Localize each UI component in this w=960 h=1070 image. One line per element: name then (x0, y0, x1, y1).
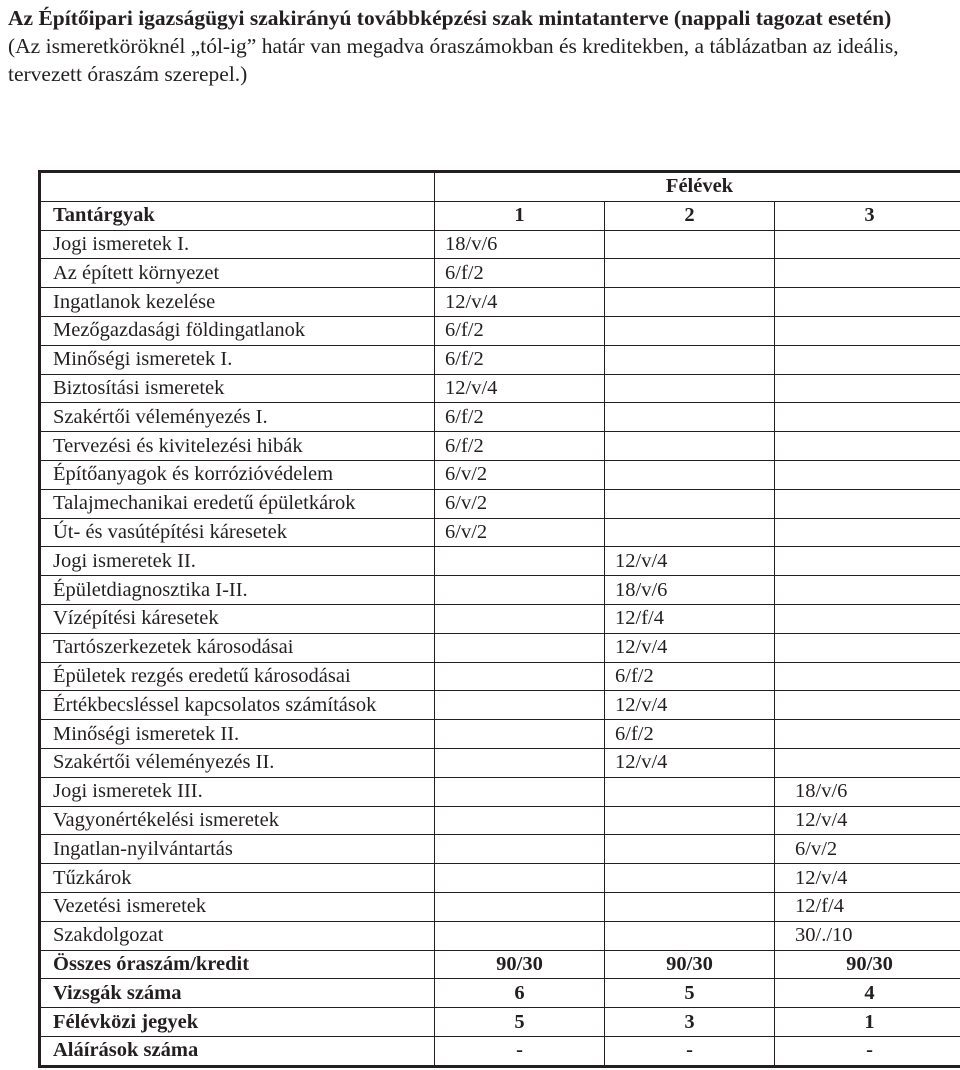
summary-label: Vizsgák száma (40, 979, 435, 1008)
semester-1-value (435, 633, 605, 662)
semester-3-value: 12/v/4 (775, 864, 960, 893)
semester-2-value (605, 489, 775, 518)
semesters-label: Félévek (435, 172, 960, 202)
semester-1-value: 6/v/2 (435, 489, 605, 518)
summary-label: Félévközi jegyek (40, 1008, 435, 1037)
semester-1-value (435, 806, 605, 835)
summary-semester-1: 5 (435, 1008, 605, 1037)
semester-2-value (605, 230, 775, 259)
semester-2-value (605, 259, 775, 288)
semester-number-3: 3 (775, 201, 960, 230)
subject-name: Mezőgazdasági földingatlanok (40, 316, 435, 345)
semester-2-value (605, 835, 775, 864)
summary-semester-3: 1 (775, 1008, 960, 1037)
table-row (40, 864, 960, 893)
table-row (40, 806, 960, 835)
semester-1-value (435, 921, 605, 950)
subject-name: Biztosítási ismeretek (40, 374, 435, 403)
table-row (40, 604, 960, 633)
semester-3-value (775, 748, 960, 777)
document-title: Az Építőipari igazságügyi szakirányú továbbképzési szak mintatanterve (nappali tagozat esetén) (8, 6, 892, 30)
summary-semester-2: 5 (605, 979, 775, 1008)
table-row (40, 489, 960, 518)
semester-2-value (605, 345, 775, 374)
semester-2-value (605, 316, 775, 345)
header-empty-cell (40, 172, 435, 202)
subject-name: Szakértői véleményezés I. (40, 403, 435, 432)
semester-3-value (775, 576, 960, 605)
semester-3-value (775, 230, 960, 259)
table-row (40, 921, 960, 950)
subject-name: Jogi ismeretek III. (40, 777, 435, 806)
table-row (40, 345, 960, 374)
semester-3-value (775, 460, 960, 489)
semester-number-1: 1 (435, 201, 605, 230)
semester-2-value: 18/v/6 (605, 576, 775, 605)
subject-name: Szakértői véleményezés II. (40, 748, 435, 777)
semester-3-value: 18/v/6 (775, 777, 960, 806)
semester-number-2: 2 (605, 201, 775, 230)
summary-semester-1: 6 (435, 979, 605, 1008)
semester-3-value (775, 547, 960, 576)
subject-name: Út- és vasútépítési káresetek (40, 518, 435, 547)
semester-3-value (775, 259, 960, 288)
table-row (40, 662, 960, 691)
summary-semester-2: - (605, 1036, 775, 1066)
semester-1-value: 6/f/2 (435, 403, 605, 432)
table-row (40, 835, 960, 864)
subject-name: Épületdiagnosztika I-II. (40, 576, 435, 605)
subject-name: Talajmechanikai eredetű épületkárok (40, 489, 435, 518)
table-row (40, 633, 960, 662)
subject-name: Vagyonértékelési ismeretek (40, 806, 435, 835)
semester-3-value (775, 604, 960, 633)
semester-3-value (775, 374, 960, 403)
semester-3-value (775, 633, 960, 662)
summary-semester-3: 90/30 (775, 950, 960, 979)
semester-1-value: 6/f/2 (435, 345, 605, 374)
subject-name: Tűzkárok (40, 864, 435, 893)
semester-1-value (435, 604, 605, 633)
semester-1-value: 6/v/2 (435, 518, 605, 547)
semester-2-value: 12/v/4 (605, 691, 775, 720)
semester-2-value (605, 432, 775, 461)
summary-row (40, 1036, 960, 1066)
semester-3-value (775, 489, 960, 518)
summary-label: Összes óraszám/kredit (40, 950, 435, 979)
subject-name: Épületek rezgés eredetű károsodásai (40, 662, 435, 691)
table-row (40, 576, 960, 605)
table-row (40, 547, 960, 576)
semester-1-value (435, 662, 605, 691)
table-row (40, 432, 960, 461)
summary-semester-2: 90/30 (605, 950, 775, 979)
semester-1-value (435, 835, 605, 864)
semester-2-value (605, 806, 775, 835)
semesters-header-row (40, 172, 960, 202)
semester-2-value (605, 864, 775, 893)
semester-1-value: 12/v/4 (435, 288, 605, 317)
subject-name: Minőségi ismeretek I. (40, 345, 435, 374)
semester-1-value (435, 547, 605, 576)
semester-3-value (775, 432, 960, 461)
table-row (40, 403, 960, 432)
subject-name: Tartószerkezetek károsodásai (40, 633, 435, 662)
page-heading (8, 4, 952, 88)
semester-1-value: 18/v/6 (435, 230, 605, 259)
subject-name: Ingatlanok kezelése (40, 288, 435, 317)
semester-3-value: 12/v/4 (775, 806, 960, 835)
summary-row (40, 1008, 960, 1037)
table-row (40, 259, 960, 288)
table-row (40, 748, 960, 777)
subject-name: Ingatlan-nyilvántartás (40, 835, 435, 864)
subject-name: Értékbecsléssel kapcsolatos számítások (40, 691, 435, 720)
semester-2-value (605, 892, 775, 921)
subjects-header-row (40, 201, 960, 230)
semester-3-value (775, 518, 960, 547)
table-row (40, 288, 960, 317)
table-row (40, 892, 960, 921)
semester-2-value (605, 374, 775, 403)
table-row (40, 518, 960, 547)
semester-1-value (435, 576, 605, 605)
subject-name: Az épített környezet (40, 259, 435, 288)
semester-1-value: 12/v/4 (435, 374, 605, 403)
semester-1-value (435, 864, 605, 893)
subject-name: Jogi ismeretek I. (40, 230, 435, 259)
subjects-label: Tantárgyak (40, 201, 435, 230)
semester-2-value (605, 288, 775, 317)
semester-2-value: 12/v/4 (605, 748, 775, 777)
table-row (40, 230, 960, 259)
subject-name: Vízépítési káresetek (40, 604, 435, 633)
semester-3-value (775, 662, 960, 691)
semester-3-value (775, 345, 960, 374)
semester-1-value: 6/v/2 (435, 460, 605, 489)
table-row (40, 691, 960, 720)
summary-row (40, 950, 960, 979)
semester-3-value (775, 288, 960, 317)
semester-3-value: 6/v/2 (775, 835, 960, 864)
semester-2-value: 12/f/4 (605, 604, 775, 633)
curriculum-table (38, 170, 960, 1068)
table-row (40, 460, 960, 489)
subject-name: Jogi ismeretek II. (40, 547, 435, 576)
semester-3-value: 30/./10 (775, 921, 960, 950)
subject-name: Szakdolgozat (40, 921, 435, 950)
summary-semester-1: 90/30 (435, 950, 605, 979)
semester-1-value: 6/f/2 (435, 259, 605, 288)
summary-label: Aláírások száma (40, 1036, 435, 1066)
table-row (40, 777, 960, 806)
semester-2-value (605, 518, 775, 547)
subject-name: Építőanyagok és korrózióvédelem (40, 460, 435, 489)
summary-semester-2: 3 (605, 1008, 775, 1037)
semester-3-value (775, 403, 960, 432)
semester-1-value: 6/f/2 (435, 432, 605, 461)
semester-2-value (605, 403, 775, 432)
semester-1-value (435, 720, 605, 749)
semester-3-value: 12/f/4 (775, 892, 960, 921)
summary-row (40, 979, 960, 1008)
semester-2-value (605, 921, 775, 950)
semester-1-value (435, 777, 605, 806)
subject-name: Tervezési és kivitelezési hibák (40, 432, 435, 461)
summary-semester-3: - (775, 1036, 960, 1066)
semester-1-value: 6/f/2 (435, 316, 605, 345)
semester-3-value (775, 691, 960, 720)
document-note: (Az ismeretköröknél „tól-ig” határ van megadva óraszámokban és kreditekben, a táblázatban az ideális, tervezett óraszám szerepel.) (8, 34, 899, 86)
semester-2-value: 12/v/4 (605, 547, 775, 576)
semester-1-value (435, 892, 605, 921)
semester-1-value (435, 748, 605, 777)
semester-2-value: 6/f/2 (605, 662, 775, 691)
table-row (40, 720, 960, 749)
semester-2-value (605, 777, 775, 806)
semester-2-value (605, 460, 775, 489)
subject-name: Vezetési ismeretek (40, 892, 435, 921)
semester-2-value: 12/v/4 (605, 633, 775, 662)
table-row (40, 374, 960, 403)
semester-3-value (775, 720, 960, 749)
subject-name: Minőségi ismeretek II. (40, 720, 435, 749)
table-row (40, 316, 960, 345)
semester-1-value (435, 691, 605, 720)
semester-3-value (775, 316, 960, 345)
summary-semester-3: 4 (775, 979, 960, 1008)
semester-2-value: 6/f/2 (605, 720, 775, 749)
summary-semester-1: - (435, 1036, 605, 1066)
